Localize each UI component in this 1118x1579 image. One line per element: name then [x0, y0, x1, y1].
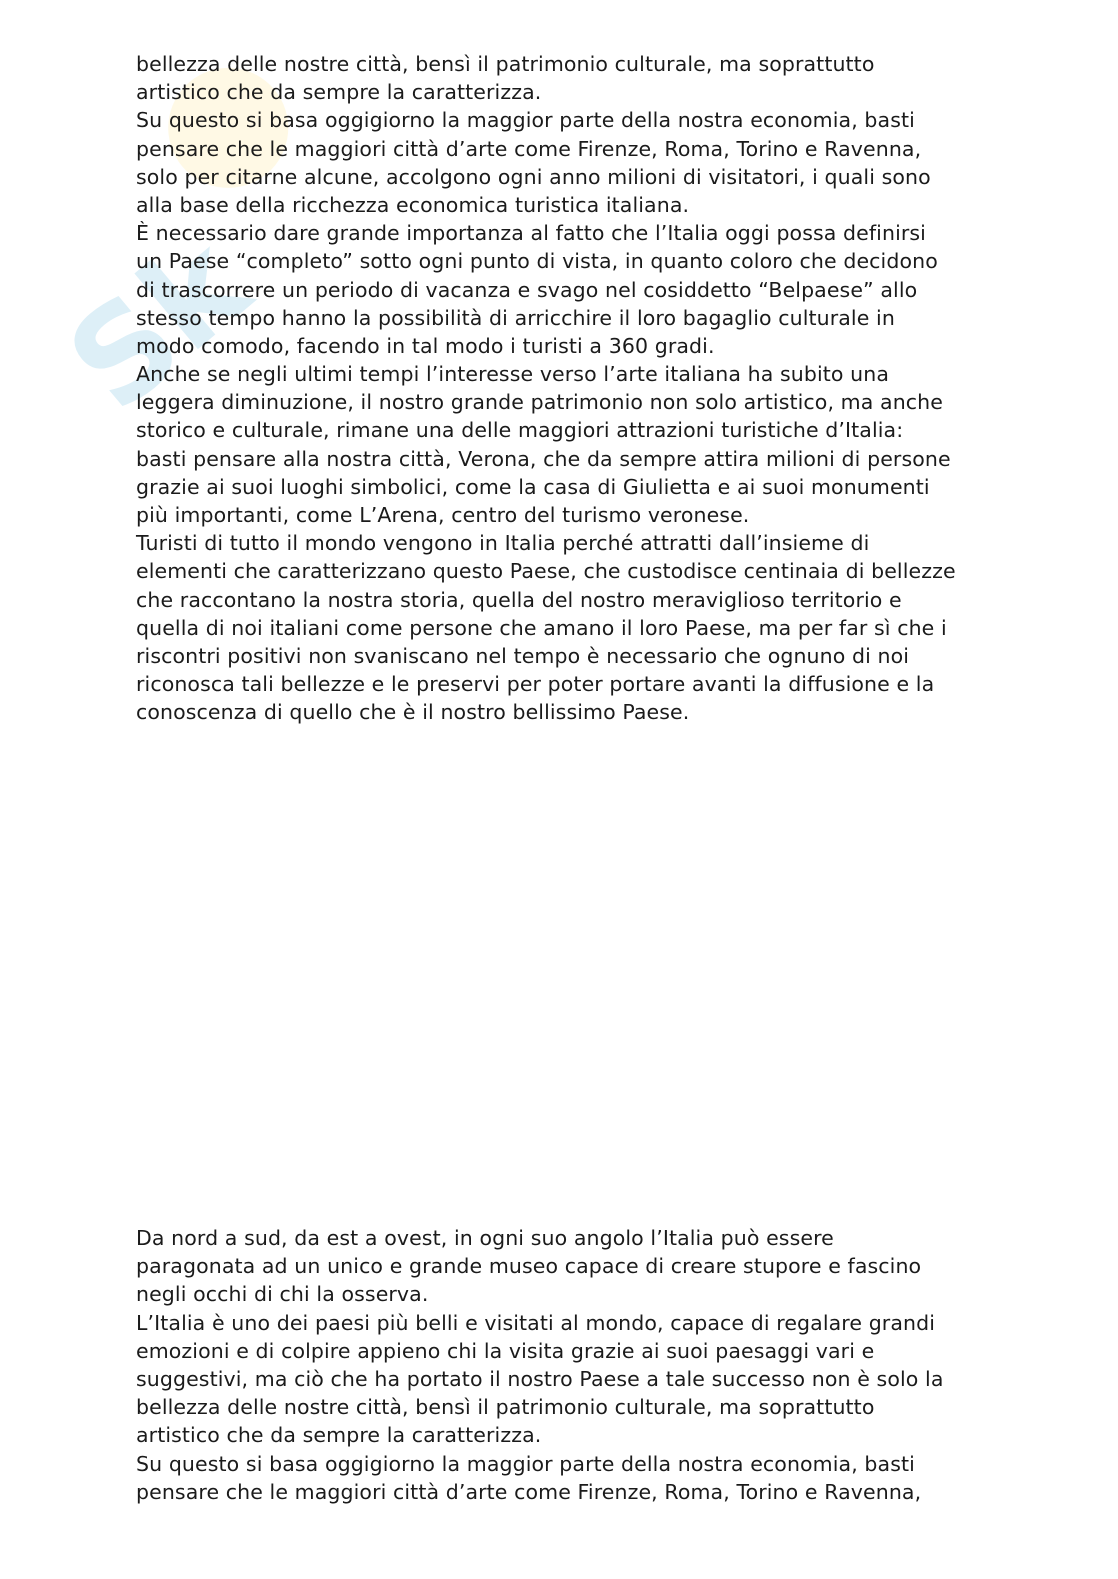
text-line: Anche se negli ultimi tempi l’interesse verso l’arte italiana ha subito una [136, 362, 890, 387]
text-line: elementi che caratterizzano questo Paese, che custodisce centinaia di bellezze [136, 559, 956, 584]
text-line: bellezza delle nostre città, bensì il patrimonio culturale, ma soprattutto [136, 52, 875, 76]
text-line: che raccontano la nostra storia, quella del nostro meraviglioso territorio e [136, 587, 902, 612]
text-line: pensare che le maggiori città d’arte come Firenze, Roma, Torino e Ravenna, [136, 136, 922, 161]
text-line: artistico che da sempre la caratterizza. [136, 80, 542, 105]
text-line: È necessario dare grande importanza al fatto che l’Italia oggi possa definirsi [136, 221, 926, 246]
text-line: L’Italia è uno dei paesi più belli e visitati al mondo, capace di regalare grandi [136, 1310, 936, 1335]
text-line: Da nord a sud, da est a ovest, in ogni suo angolo l’Italia può essere [136, 1226, 834, 1250]
svg-text:Sk: Sk [40, 207, 276, 441]
text-line: storico e culturale, rimane una delle maggiori attrazioni turistiche d’Italia: [136, 418, 904, 443]
text-line: basti pensare alla nostra città, Verona, che da sempre attira milioni di persone [136, 446, 951, 471]
text-line: Su questo si basa oggigiorno la maggior parte della nostra economia, basti [136, 1451, 915, 1476]
text-line: Turisti di tutto il mondo vengono in Italia perché attratti dall’insieme di [136, 531, 870, 556]
text-line: conoscenza di quello che è il nostro bellissimo Paese. [136, 700, 690, 725]
text-line: grazie ai suoi luoghi simbolici, come la casa di Giulietta e ai suoi monumenti [136, 474, 930, 499]
text-line: pensare che le maggiori città d’arte come Firenze, Roma, Torino e Ravenna, [136, 1479, 922, 1504]
text-line: quella di noi italiani come persone che amano il loro Paese, ma per far sì che i [136, 615, 947, 640]
text-line: di trascorrere un periodo di vacanza e svago nel cosiddetto “Belpaese” allo [136, 277, 918, 302]
bottom-text-block [136, 1224, 1006, 1506]
text-line: riconosca tali bellezze e le preservi per poter portare avanti la diffusione e la [136, 672, 935, 697]
text-line: paragonata ad un unico e grande museo capace di creare stupore e fascino [136, 1254, 922, 1279]
text-line: più importanti, come L’Arena, centro del turismo veronese. [136, 503, 750, 527]
text-line: stesso tempo hanno la possibilità di arricchire il loro bagaglio culturale in [136, 305, 895, 330]
text-line: emozioni e di colpire appieno chi la visita grazie ai suoi paesaggi vari e [136, 1338, 875, 1363]
text-line: Su questo si basa oggigiorno la maggior parte della nostra economia, basti [136, 108, 915, 133]
text-line: modo comodo, facendo in tal modo i turisti a 360 gradi. [136, 333, 715, 358]
top-text-block [136, 50, 1006, 727]
text-line: bellezza delle nostre città, bensì il patrimonio culturale, ma soprattutto [136, 1395, 875, 1420]
text-line: negli occhi di chi la osserva. [136, 1282, 429, 1307]
text-line: riscontri positivi non svaniscano nel tempo è necessario che ognuno di noi [136, 643, 910, 668]
text-line: suggestivi, ma ciò che ha portato il nostro Paese a tale successo non è solo la [136, 1366, 944, 1391]
text-line: solo per citarne alcune, accolgono ogni anno milioni di visitatori, i quali sono [136, 164, 931, 189]
text-line: alla base della ricchezza economica turistica italiana. [136, 192, 690, 217]
text-line: un Paese “completo” sotto ogni punto di vista, in quanto coloro che decidono [136, 249, 938, 274]
text-line: artistico che da sempre la caratterizza. [136, 1423, 542, 1448]
text-line: leggera diminuzione, il nostro grande patrimonio non solo artistico, ma anche [136, 390, 943, 415]
